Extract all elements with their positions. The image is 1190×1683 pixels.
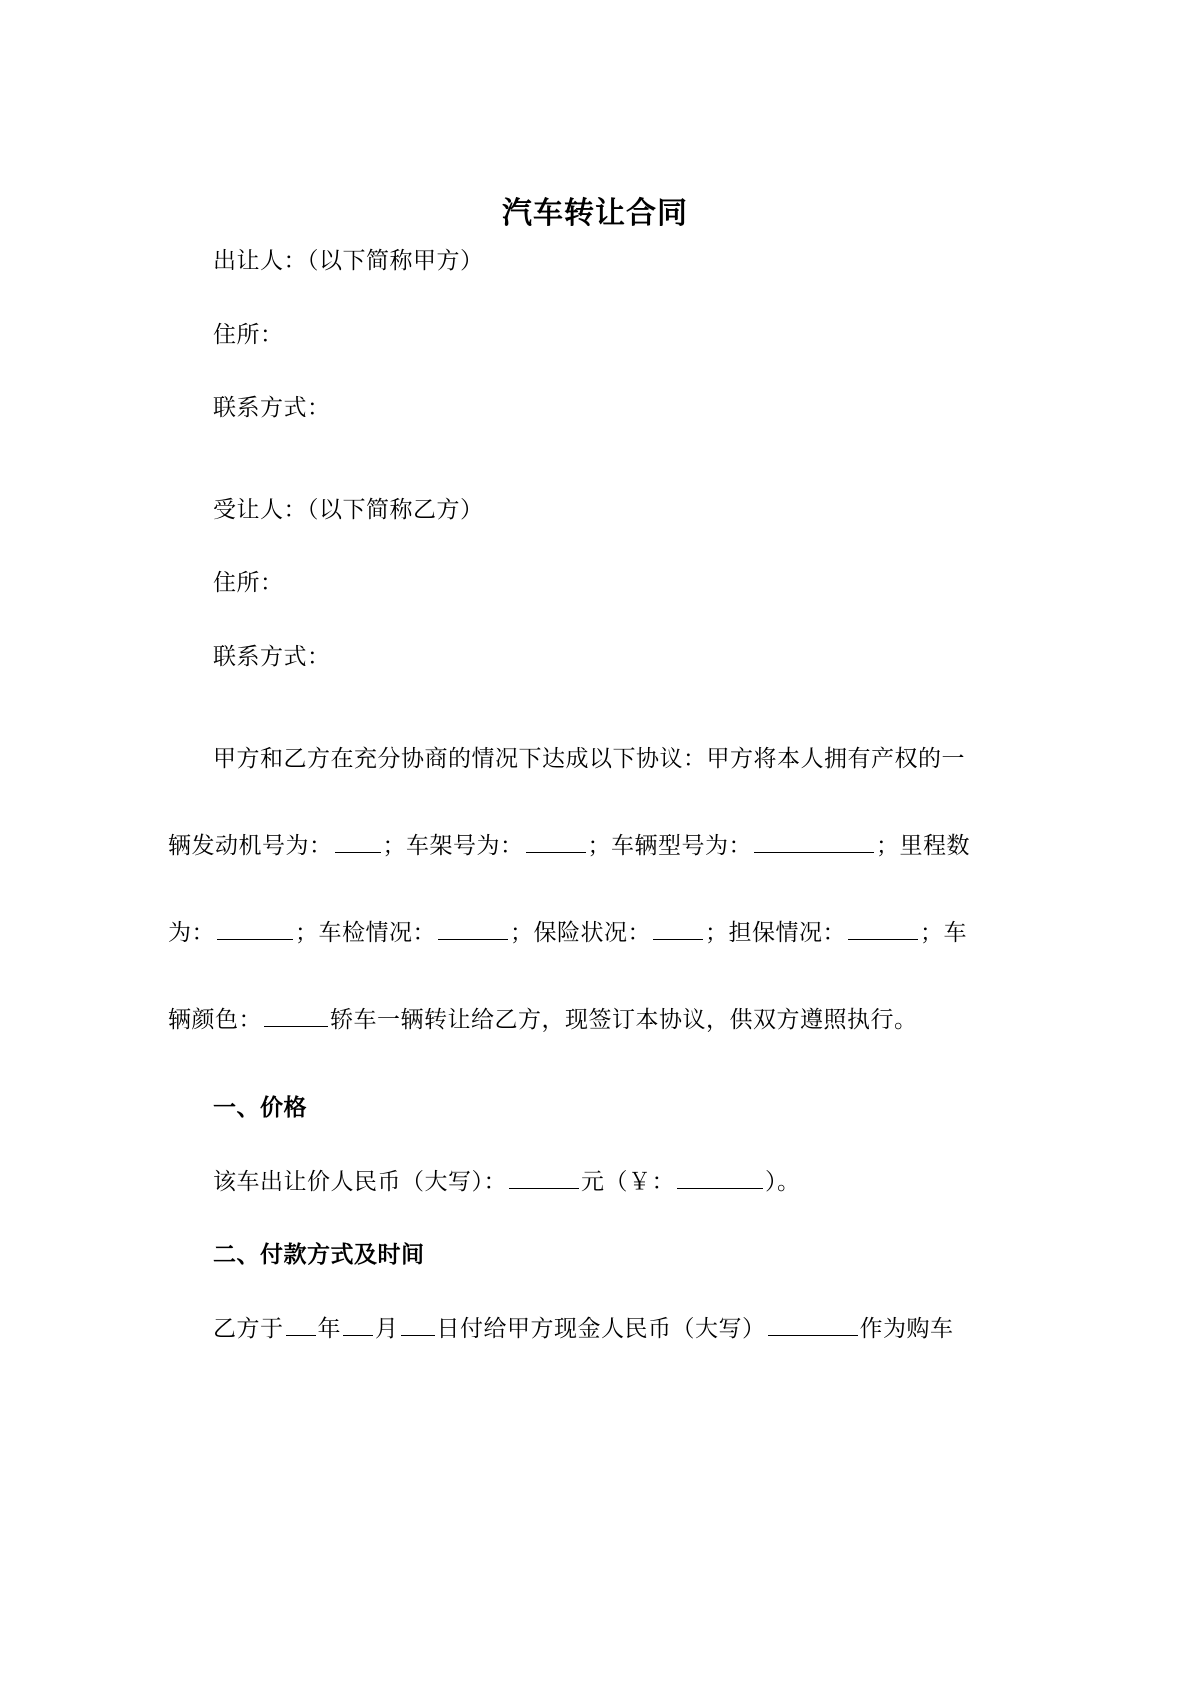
section-1-text	[213, 1167, 801, 1197]
agreement-closing: 轿车一辆转让给乙方，现签订本协议，供双方遵照执行。	[330, 1007, 918, 1033]
frame-number-label: ；车架号为：	[382, 833, 524, 859]
price-words-label: 该车出让价人民币（大写）：	[213, 1169, 507, 1195]
guarantee-label: ；担保情况：	[705, 920, 846, 946]
agreement-line-3	[168, 918, 967, 948]
year-label: 年	[317, 1316, 341, 1342]
guarantee-blank[interactable]	[848, 919, 918, 940]
seller-address-label: 住所：	[213, 322, 284, 348]
buyer-address-label: 住所：	[213, 570, 284, 596]
price-yuan-label: 元（￥：	[581, 1169, 675, 1195]
agreement-line-4	[168, 1005, 918, 1035]
section-2-heading: 二、付款方式及时间	[213, 1242, 425, 1268]
agreement-line-1: 甲方和乙方在充分协商的情况下达成以下协议：甲方将本人拥有产权的一	[213, 746, 965, 772]
vehicle-model-label: ；车辆型号为：	[587, 833, 752, 859]
engine-number-blank[interactable]	[335, 832, 381, 853]
vehicle-model-blank[interactable]	[754, 832, 874, 853]
document-title: 汽车转让合同	[502, 196, 688, 231]
payment-prefix: 乙方于	[213, 1316, 284, 1342]
frame-number-blank[interactable]	[526, 832, 586, 853]
color-blank[interactable]	[264, 1006, 328, 1027]
seller-label: 出让人：（以下简称甲方）	[213, 248, 484, 274]
price-number-blank[interactable]	[677, 1168, 763, 1189]
section-2-text	[213, 1314, 954, 1344]
payment-month-blank[interactable]	[343, 1315, 373, 1336]
price-words-blank[interactable]	[509, 1168, 579, 1189]
agreement-line-2	[168, 831, 970, 861]
inspection-label: ；车检情况：	[295, 920, 436, 946]
payment-amount-label: 日付给甲方现金人民币（大写）	[436, 1316, 766, 1342]
payment-year-blank[interactable]	[286, 1315, 316, 1336]
color-label-start: ；车	[920, 920, 967, 946]
color-label-end: 辆颜色：	[168, 1007, 262, 1033]
insurance-blank[interactable]	[653, 919, 703, 940]
buyer-contact-label: 联系方式：	[213, 644, 331, 670]
payment-amount-blank[interactable]	[768, 1315, 858, 1336]
mileage-label-end: 为：	[168, 920, 215, 946]
price-end: ）。	[765, 1169, 801, 1195]
inspection-blank[interactable]	[438, 919, 508, 940]
mileage-label-start: ；里程数	[876, 833, 970, 859]
engine-number-label: 辆发动机号为：	[168, 833, 333, 859]
insurance-label: ；保险状况：	[510, 920, 651, 946]
mileage-blank[interactable]	[217, 919, 293, 940]
buyer-label: 受让人：（以下简称乙方）	[213, 497, 484, 523]
payment-purpose: 作为购车	[859, 1316, 954, 1342]
section-1-heading: 一、价格	[213, 1095, 307, 1121]
seller-contact-label: 联系方式：	[213, 395, 331, 421]
payment-day-blank[interactable]	[401, 1315, 435, 1336]
month-label: 月	[375, 1316, 399, 1342]
